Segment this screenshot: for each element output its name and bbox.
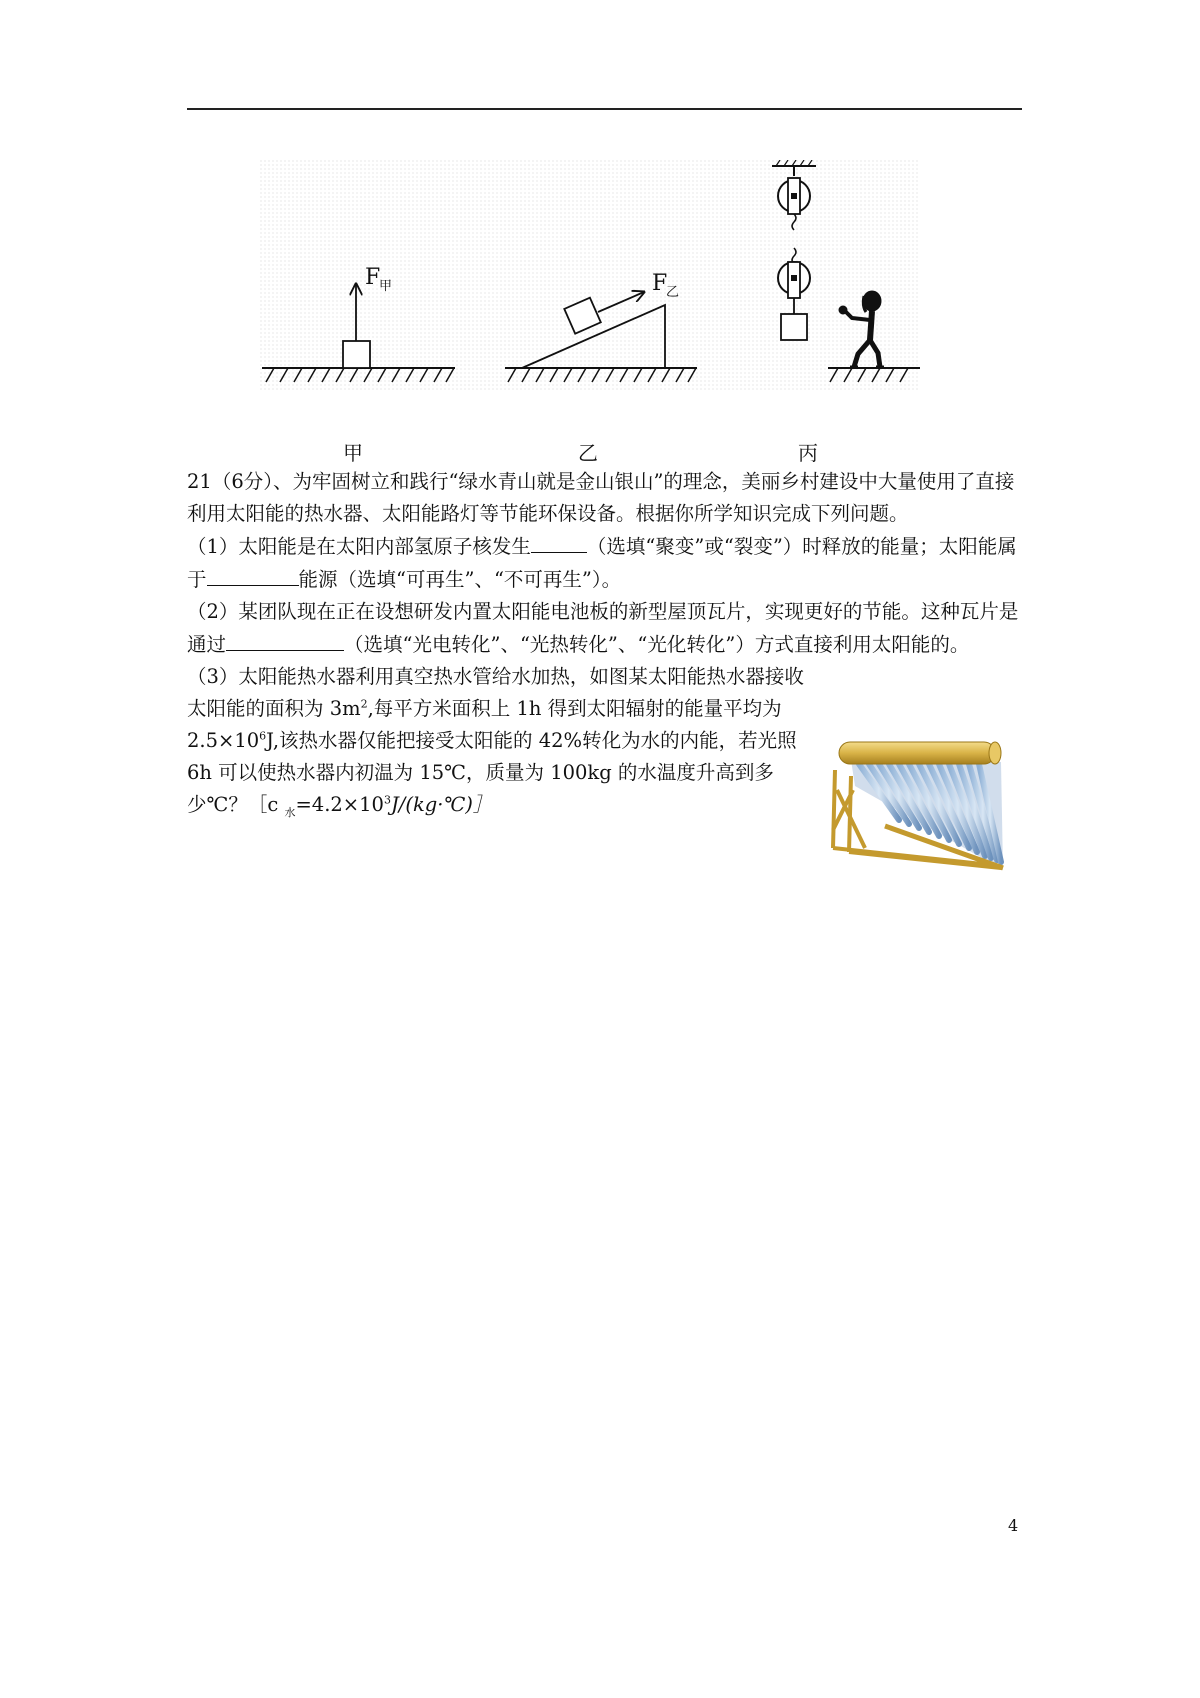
part-3-text-a: （3）太阳能热水器利用真空热水管给水加热，如图某太阳能热水器接收太阳能的面积为 3m — [187, 665, 804, 720]
figure-label-bing: 丙 — [798, 441, 818, 465]
force-yi-subscript: 乙 — [666, 285, 680, 300]
force-diagram-figure — [260, 160, 920, 390]
question-part-2 — [187, 596, 1027, 661]
part-3-sub-water: 水 — [284, 805, 296, 819]
part-2-text-b: （选填“光电转化”、“光热转化”、“光化转化”）方式直接利用太阳能的。 — [344, 633, 970, 656]
figure-label-jia: 甲 — [343, 441, 363, 465]
part-3-sup-1: 2 — [360, 697, 368, 711]
figure-label-yi: 乙 — [578, 441, 598, 465]
part-1-text-a: （1）太阳能是在太阳内部氢原子核发生 — [187, 535, 531, 558]
part-1-text-b: （选填“聚变”或“裂变”）时释放的能量；太阳能属于 — [187, 535, 1017, 591]
part-3-text-b: ,每平方米面积上 1h 得到太阳辐射的能量平均为 2.5×10 — [187, 697, 782, 752]
part-3-text-c: J,该热水器仅能把接受太阳能的 42%转化为水的内能，若光照 6h 可以使热水器内初温为 15℃，质量为 100kg 的水温度升高到多少℃？［c — [187, 729, 797, 816]
question-part-3 — [187, 661, 817, 821]
blank-2[interactable] — [207, 563, 299, 586]
page-number: 4 — [1008, 1516, 1019, 1535]
force-yi-label: F — [652, 271, 668, 296]
header-rule — [187, 108, 1022, 110]
part-3-text-e: J/(kg·℃)］ — [390, 793, 493, 816]
blank-3[interactable] — [226, 628, 344, 651]
solar-water-heater-image — [825, 730, 1010, 875]
question-part-1 — [187, 530, 1027, 596]
question-intro: 21（6分）、为牢固树立和践行“绿水青山就是金山银山”的理念，美丽乡村建设中大量使用了直接利用太阳能的热水器、太阳能路灯等节能环保设备。根据你所学知识完成下列问题。 — [187, 470, 1015, 525]
part-1-text-c: 能源（选填“可再生”、“不可再生”）。 — [298, 568, 622, 591]
force-jia-subscript: 甲 — [379, 279, 393, 294]
part-3-sup-3: 3 — [383, 793, 391, 807]
part-3-text-d: =4.2×10 — [295, 793, 384, 816]
blank-1[interactable] — [531, 530, 587, 553]
part-2-text-a: （2）某团队现在正在设想研发内置太阳能电池板的新型屋顶瓦片，实现更好的节能。这种瓦片是通过 — [187, 600, 1019, 656]
force-jia-label: F — [365, 265, 381, 290]
part-3-sup-2: 6 — [259, 729, 267, 743]
